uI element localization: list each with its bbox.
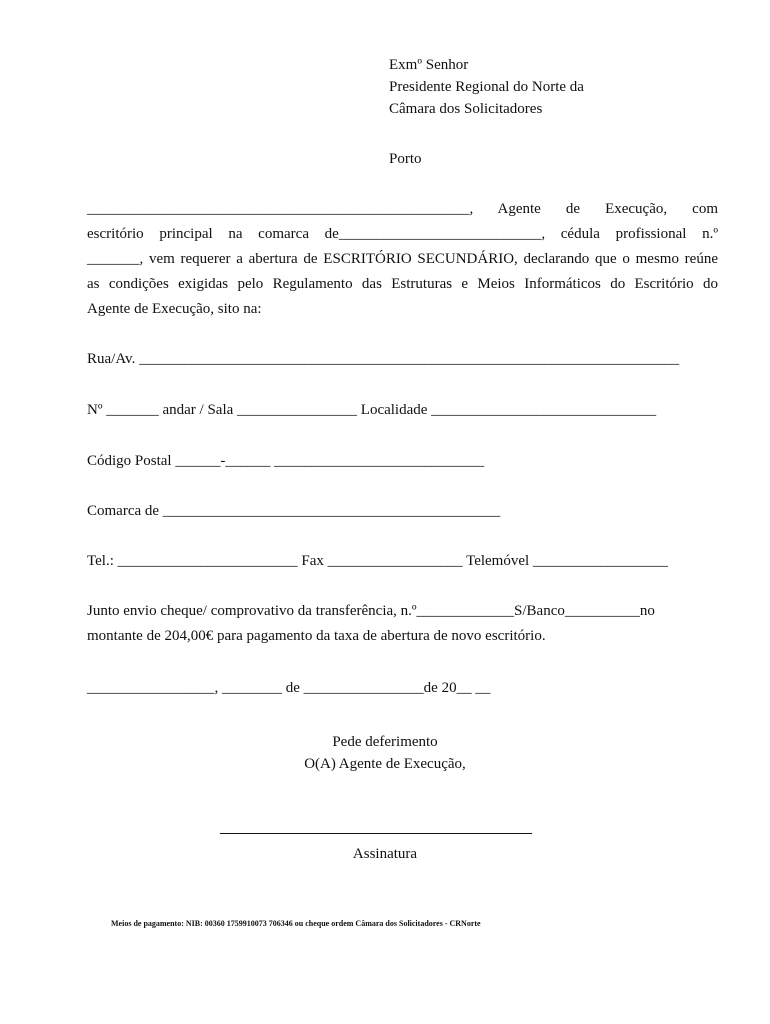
recipient-line-1: Exmº Senhor — [389, 57, 469, 73]
payment-line-2: montante de 204,00€ para pagamento da taxa de abertura de novo escritório. — [87, 628, 546, 644]
postal-code-field[interactable]: Código Postal ______-______ ____________________________ — [87, 453, 485, 469]
request-line-2: escritório principal na comarca de___________________________, cédula profissional n.º — [87, 226, 718, 242]
recipient-line-3: Câmara dos Solicitadores — [389, 101, 543, 117]
street-field[interactable]: Rua/Av. ________________________________________________________________________ — [87, 351, 680, 367]
recipient-city: Porto — [389, 151, 422, 167]
request-paragraph — [87, 197, 718, 322]
closing-request: Pede deferimento — [332, 734, 438, 750]
closing-agent: O(A) Agente de Execução, — [304, 756, 466, 772]
signature-line[interactable] — [220, 833, 532, 834]
date-field[interactable]: _________________, ________ de ________________de 20__ __ — [87, 680, 491, 696]
payment-footer-note: Meios de pagamento: NIB: 00360 1759910073 706346 ou cheque ordem Câmara dos Solicitadores - CRNorte — [111, 919, 481, 928]
district-field[interactable]: Comarca de _____________________________________________ — [87, 503, 501, 519]
recipient-line-2: Presidente Regional do Norte da — [389, 79, 584, 95]
request-line-3: _______, vem requerer a abertura de ESCRITÓRIO SECUNDÁRIO, declarando que o mesmo reúne — [87, 251, 718, 267]
recipient-address — [389, 54, 584, 120]
number-floor-locality-field[interactable]: Nº _______ andar / Sala ________________ Localidade ______________________________ — [87, 402, 657, 418]
payment-paragraph — [87, 599, 718, 649]
request-line-1: ___________________________________________________, Agente de Execução, com — [87, 201, 718, 217]
signature-label: Assinatura — [352, 846, 418, 862]
payment-line-1[interactable]: Junto envio cheque/ comprovativo da transferência, n.º_____________S/Banco__________no — [87, 603, 655, 619]
request-line-4: as condições exigidas pelo Regulamento das Estruturas e Meios Informáticos do Escritório do — [87, 276, 718, 292]
request-line-5: Agente de Execução, sito na: — [87, 301, 262, 317]
contacts-field[interactable]: Tel.: ________________________ Fax __________________ Telemóvel __________________ — [87, 553, 668, 569]
